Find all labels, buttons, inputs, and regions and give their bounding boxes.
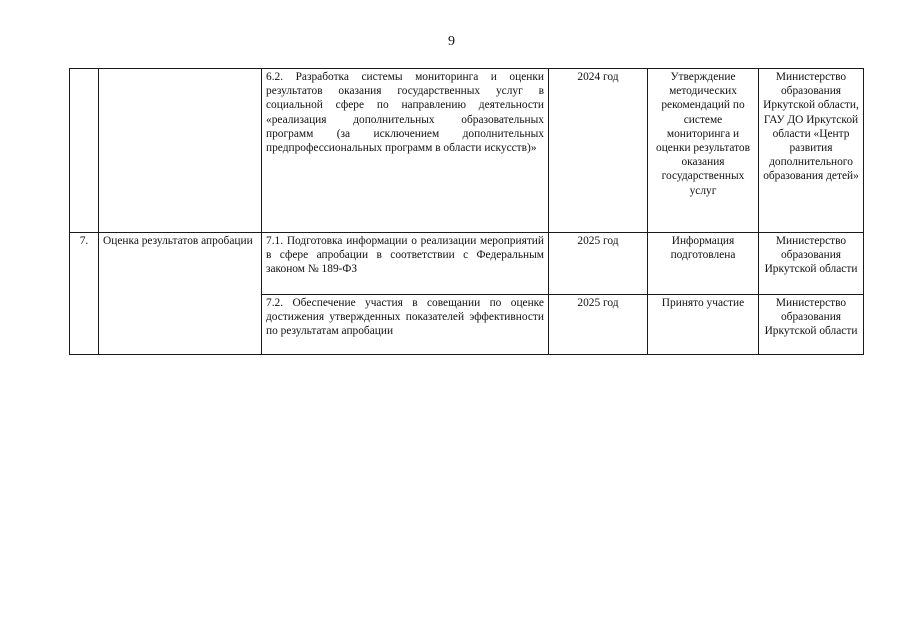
term-cell: 2024 год [549, 69, 648, 233]
table-row [70, 233, 864, 295]
action-cell: 7.2. Обеспечение участия в совещании по оценке достижения утвержденных показателей эффективности по результатам апробации [262, 295, 549, 355]
result-cell: Информация подготовлена [648, 233, 759, 295]
row-number-cell [70, 69, 99, 233]
row-number-cell: 7. [70, 233, 99, 355]
responsible-cell: Министерство образования Иркутской области [759, 295, 864, 355]
stage-cell [99, 69, 262, 233]
result-cell: Принято участие [648, 295, 759, 355]
responsible-cell: Министерство образования Иркутской области, ГАУ ДО Иркутской области «Центр развития дополнительного образования детей» [759, 69, 864, 233]
stage-cell: Оценка результатов апробации [99, 233, 262, 355]
page-number: 9 [448, 34, 455, 49]
action-plan-table [69, 68, 864, 355]
action-cell: 6.2. Разработка системы мониторинга и оценки результатов оказания государственных услуг в социальной сфере по направлению деятельности «реализация дополнительных образовательных программ (за исключением дополнительных предпрофессиональных программ в области искусств)» [262, 69, 549, 233]
responsible-cell: Министерство образования Иркутской области [759, 233, 864, 295]
term-cell: 2025 год [549, 295, 648, 355]
term-cell: 2025 год [549, 233, 648, 295]
action-cell: 7.1. Подготовка информации о реализации мероприятий в сфере апробации в соответствии с Федеральным законом № 189-ФЗ [262, 233, 549, 295]
table-row [70, 69, 864, 233]
result-cell: Утверждение методических рекомендаций по системе мониторинга и оценки результатов оказания государственных услуг [648, 69, 759, 233]
